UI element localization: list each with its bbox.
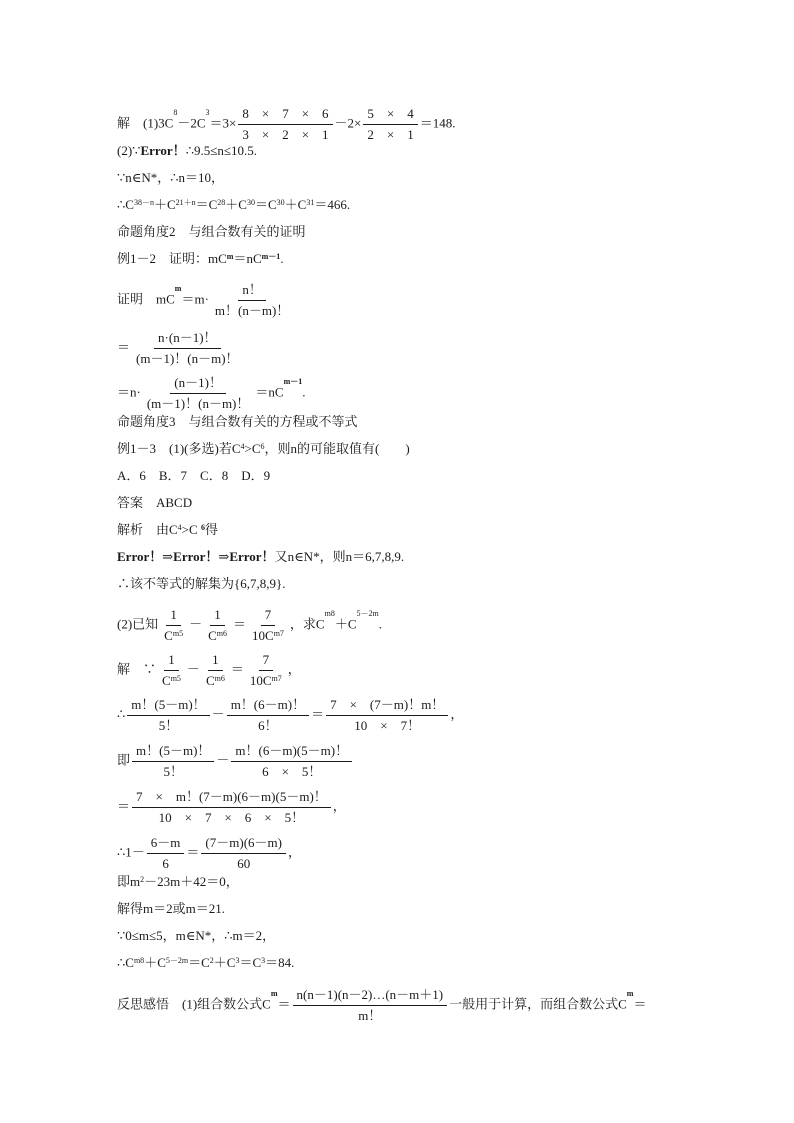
denominator bbox=[158, 671, 185, 689]
fraction bbox=[202, 652, 229, 689]
superscript: 4 bbox=[177, 523, 182, 532]
proof-line-1 bbox=[117, 282, 295, 319]
text: 即m bbox=[117, 874, 141, 889]
superscript: 28 bbox=[217, 198, 226, 207]
superscript: 5－2m bbox=[165, 956, 189, 965]
constraint-line: ∵0≤m≤5，m∈N*，∴m＝2， bbox=[117, 928, 276, 943]
text: C bbox=[205, 673, 215, 688]
superscript: m8 bbox=[324, 609, 335, 618]
text: C bbox=[162, 673, 171, 688]
solution-set-line: ∴该不等式的解集为{6,7,8,9}. bbox=[117, 576, 286, 591]
line-3: ∵n∈N*，∴n＝10， bbox=[117, 170, 225, 185]
text: 得 bbox=[204, 522, 218, 537]
superscript: m bbox=[270, 989, 278, 998]
fraction bbox=[211, 282, 293, 319]
text: ＋C bbox=[334, 616, 357, 632]
text: ＝148. bbox=[419, 115, 456, 131]
result-line bbox=[117, 954, 294, 972]
example-1-2 bbox=[117, 250, 284, 268]
fraction bbox=[132, 743, 214, 780]
text: 例1－2 证明：mC bbox=[117, 251, 227, 266]
text: . bbox=[302, 384, 306, 400]
text: ＋C bbox=[213, 955, 236, 970]
line-solution-1 bbox=[117, 106, 455, 143]
text: 解 (1)3C bbox=[117, 115, 174, 131]
line-2 bbox=[117, 142, 257, 160]
numerator: (7－m)(6－m) bbox=[201, 835, 286, 854]
text: － bbox=[216, 752, 230, 768]
superscript: m5 bbox=[170, 674, 181, 683]
text: ＋C bbox=[144, 955, 166, 970]
text: C bbox=[164, 628, 173, 643]
fraction bbox=[147, 835, 185, 872]
text: >C bbox=[244, 441, 261, 456]
superscript: 8 bbox=[173, 108, 178, 117]
denominator: 5！ bbox=[158, 718, 179, 733]
denominator: 5！ bbox=[163, 764, 183, 779]
denominator: 2 × 1 bbox=[367, 127, 414, 142]
superscript: 6 bbox=[260, 442, 265, 451]
error-text: Error！ bbox=[229, 549, 275, 564]
numerator: 1 bbox=[210, 607, 225, 626]
superscript: 31 bbox=[306, 198, 315, 207]
denominator: (m－1)！(n－m)！ bbox=[146, 396, 250, 411]
options-line: A．6 B．7 C．8 D．9 bbox=[117, 468, 271, 483]
text: 10C bbox=[249, 673, 272, 688]
solution-2-line-3 bbox=[117, 743, 354, 780]
superscript: m5 bbox=[172, 629, 184, 638]
superscript: 3 bbox=[235, 956, 240, 965]
text: 反思感悟 (1)组合数公式C bbox=[117, 996, 271, 1012]
numerator: 1 bbox=[208, 652, 223, 671]
denominator: 60 bbox=[237, 856, 251, 871]
superscript: 4 bbox=[240, 442, 245, 451]
denominator bbox=[204, 626, 231, 644]
numerator: (n－1)！ bbox=[170, 375, 226, 394]
text: ＝nC bbox=[255, 384, 284, 400]
numerator: n(n－1)(n－2)…(n－m＋1) bbox=[293, 987, 448, 1006]
text: ， bbox=[332, 798, 346, 814]
denominator: 6 bbox=[162, 856, 169, 871]
section-heading-3: 命题角度3 与组合数有关的方程或不等式 bbox=[117, 414, 358, 429]
text: ＋C bbox=[284, 197, 307, 212]
denominator: 6 × 5！ bbox=[262, 764, 322, 779]
text: ＝ bbox=[311, 706, 325, 722]
fraction bbox=[160, 607, 187, 644]
fraction bbox=[204, 607, 231, 644]
numerator: 7 bbox=[261, 607, 276, 626]
numerator: m！(5－m)！ bbox=[132, 743, 214, 762]
fraction bbox=[326, 697, 448, 734]
superscript: m bbox=[226, 252, 234, 261]
text: 又n∈N*，则n＝6,7,8,9. bbox=[274, 549, 405, 564]
fraction bbox=[248, 607, 288, 644]
numerator: n！ bbox=[238, 282, 266, 301]
text: ＝ bbox=[633, 996, 647, 1012]
superscript: 2 bbox=[209, 956, 214, 965]
section-heading-2: 命题角度2 与组合数有关的证明 bbox=[117, 224, 306, 239]
denominator bbox=[248, 626, 288, 644]
quadratic-line bbox=[117, 873, 239, 891]
answer-line: 答案 ABCD bbox=[117, 495, 193, 510]
solution-2-line-4 bbox=[117, 789, 346, 826]
text: 证明 mC bbox=[117, 291, 175, 307]
superscript: m7 bbox=[273, 629, 284, 638]
solution-2-line-2 bbox=[117, 697, 463, 734]
example-1-3 bbox=[117, 440, 410, 458]
text: ，求C bbox=[289, 616, 325, 632]
fraction bbox=[201, 835, 286, 872]
numerator: n·(n－1)！ bbox=[154, 330, 221, 349]
numerator: 6－m bbox=[147, 835, 185, 854]
text: ＝466. bbox=[314, 197, 351, 212]
error-text: Error！ bbox=[140, 143, 186, 158]
text: ＝ bbox=[117, 339, 131, 355]
denominator: 3 × 2 × 1 bbox=[242, 127, 329, 142]
superscript: 3 bbox=[261, 956, 266, 965]
superscript: 6 bbox=[200, 523, 205, 532]
fraction bbox=[246, 652, 286, 689]
superscript: m－1 bbox=[283, 377, 303, 386]
fraction bbox=[363, 106, 417, 143]
numerator: m！(6－m)(5－m)！ bbox=[231, 743, 352, 762]
implies-symbol: ⇒ bbox=[218, 549, 230, 564]
text: ∴9.5≤n≤10.5. bbox=[185, 143, 257, 158]
text: ＝ bbox=[233, 616, 247, 632]
superscript: m bbox=[174, 284, 182, 293]
text: ＝ bbox=[277, 996, 291, 1012]
superscript: 30 bbox=[246, 198, 255, 207]
text: ， bbox=[450, 706, 464, 722]
text: －2C bbox=[177, 115, 206, 131]
denominator: 6！ bbox=[258, 718, 278, 733]
numerator: 7 × m！(7－m)(6－m)(5－m)！ bbox=[132, 789, 331, 808]
superscript: 21＋n bbox=[175, 198, 196, 207]
fraction bbox=[158, 652, 185, 689]
proof-line-3 bbox=[117, 375, 305, 412]
text: 一般用于计算，而组合数公式C bbox=[449, 996, 627, 1012]
text: ＋C bbox=[153, 197, 176, 212]
superscript: 3 bbox=[205, 108, 210, 117]
superscript: 30 bbox=[276, 198, 285, 207]
example-part-2 bbox=[117, 607, 382, 644]
text: ＝C bbox=[239, 955, 262, 970]
fraction bbox=[238, 106, 332, 143]
numerator: 1 bbox=[164, 652, 179, 671]
text: ＝ bbox=[117, 798, 131, 814]
text: 解 ∵ bbox=[117, 661, 157, 677]
text: >C bbox=[181, 522, 201, 537]
text: ∴1－ bbox=[117, 844, 145, 860]
denominator: (m－1)！(n－m)！ bbox=[136, 351, 239, 366]
text: ＝m· bbox=[181, 291, 209, 307]
superscript: m8 bbox=[133, 956, 145, 965]
fraction bbox=[132, 789, 331, 826]
text: ， bbox=[287, 844, 301, 860]
fraction bbox=[231, 743, 352, 780]
superscript: 38－n bbox=[133, 198, 154, 207]
fraction bbox=[143, 375, 254, 412]
analysis-line bbox=[117, 521, 218, 539]
text: 10C bbox=[252, 628, 274, 643]
text: －2× bbox=[334, 115, 362, 131]
error-text: Error！ bbox=[173, 549, 219, 564]
text: ＝n· bbox=[117, 384, 141, 400]
superscript: m bbox=[626, 989, 634, 998]
fraction bbox=[127, 697, 209, 734]
text: ＋C bbox=[225, 197, 247, 212]
fraction bbox=[132, 330, 243, 367]
solution-2-line-1 bbox=[117, 652, 301, 689]
denominator bbox=[246, 671, 286, 689]
text: . bbox=[378, 616, 382, 632]
text: ∴ bbox=[117, 706, 126, 722]
text: ＝3× bbox=[209, 115, 237, 131]
denominator bbox=[160, 626, 187, 644]
superscript: 5－2m bbox=[356, 609, 379, 618]
solution-2-line-5 bbox=[117, 835, 301, 872]
reflection-line bbox=[117, 987, 646, 1024]
denominator: m！ bbox=[358, 1008, 382, 1023]
line-4 bbox=[117, 196, 350, 214]
text: ＝84. bbox=[265, 955, 295, 970]
text: ＝C bbox=[188, 955, 210, 970]
numerator: 5 × 4 bbox=[363, 106, 417, 125]
superscript: m－1 bbox=[261, 252, 281, 261]
error-text: Error！ bbox=[117, 549, 163, 564]
denominator bbox=[202, 671, 229, 689]
text: 解析 由C bbox=[117, 522, 178, 537]
proof-line-2 bbox=[117, 330, 245, 367]
text: ＝C bbox=[254, 197, 277, 212]
numerator: 7 × (7－m)！m！ bbox=[326, 697, 448, 716]
text: ∴C bbox=[117, 955, 134, 970]
superscript: m6 bbox=[214, 674, 225, 683]
numerator: 1 bbox=[166, 607, 181, 626]
text: (2)已知 bbox=[117, 616, 159, 632]
text: ，则n的可能取值有( ) bbox=[264, 441, 410, 456]
text: ＝nC bbox=[233, 251, 262, 266]
text: ， bbox=[287, 661, 301, 677]
numerator: 7 bbox=[259, 652, 274, 671]
text: C bbox=[208, 628, 217, 643]
superscript: m6 bbox=[216, 629, 227, 638]
text: (2)∵ bbox=[117, 143, 141, 158]
text: －23m＋42＝0， bbox=[144, 874, 239, 889]
numerator: m！(5－m)！ bbox=[127, 697, 209, 716]
denominator: 10 × 7 × 6 × 5！ bbox=[158, 810, 305, 825]
text: － bbox=[211, 706, 225, 722]
text: ＝C bbox=[195, 197, 218, 212]
implies-symbol: ⇒ bbox=[162, 549, 174, 564]
denominator: m！(n－m)！ bbox=[214, 303, 290, 318]
superscript: m7 bbox=[271, 674, 282, 683]
text: 即 bbox=[117, 752, 131, 768]
text: ∴C bbox=[117, 197, 134, 212]
fraction bbox=[293, 987, 448, 1024]
denominator: 10 × 7！ bbox=[354, 718, 421, 733]
text: 例1－3 (1)(多选)若C bbox=[117, 441, 241, 456]
text: . bbox=[280, 251, 284, 266]
superscript: 2 bbox=[140, 875, 145, 884]
text: ＝ bbox=[186, 844, 200, 860]
fraction bbox=[227, 697, 309, 734]
text: － bbox=[189, 616, 203, 632]
error-chain-line bbox=[117, 548, 404, 566]
text: － bbox=[186, 661, 200, 677]
roots-line: 解得m＝2或m＝21. bbox=[117, 901, 225, 916]
text: ＝ bbox=[230, 661, 244, 677]
numerator: m！(6－m)！ bbox=[227, 697, 309, 716]
numerator: 8 × 7 × 6 bbox=[238, 106, 332, 125]
